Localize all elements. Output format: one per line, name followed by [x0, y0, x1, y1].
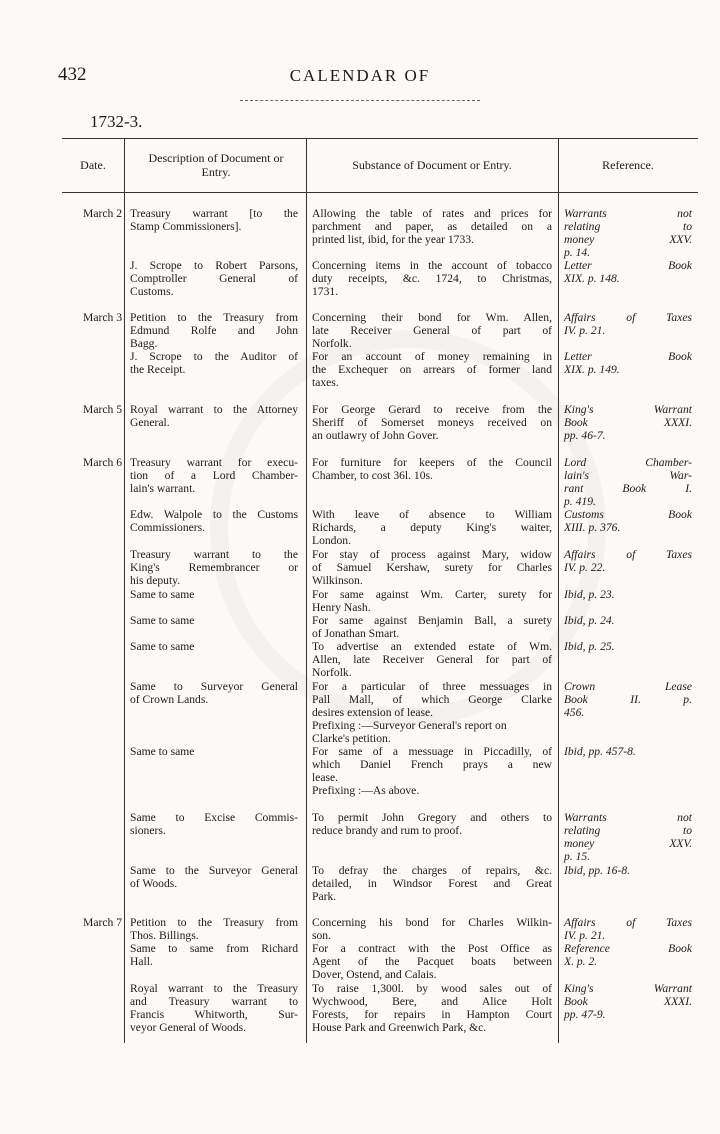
entry-substance-line: Allowing the table of rates and prices for	[312, 207, 552, 220]
entry-description-line: the Receipt.	[130, 363, 186, 376]
entry-substance-line: duty receipts, &c. 1724, to Christmas,	[312, 272, 552, 285]
entry-description-line: Stamp Commissioners].	[130, 220, 242, 233]
entry-reference-line: Lord Chamber-	[564, 456, 692, 469]
entry-description-line: Same to the Surveyor General	[130, 864, 298, 877]
entry-reference-line: X. p. 2.	[564, 955, 598, 968]
entry-reference	[564, 982, 692, 1021]
entry-substance-line: To defray the charges of repairs, &c.	[312, 864, 552, 877]
entry-reference-line: pp. 47-9.	[564, 1008, 606, 1021]
entry-reference-line: Book XXXI.	[564, 995, 692, 1008]
entry-substance	[312, 942, 552, 981]
entry-substance-line: For same against Wm. Carter, surety for	[312, 588, 552, 601]
ornament-rule	[240, 100, 480, 101]
entry-description	[130, 403, 298, 429]
entry-substance-line: son.	[312, 929, 332, 942]
entry-date: March 6	[83, 456, 122, 469]
entry-description-line: Treasury warrant for execu-	[130, 456, 298, 469]
entry-reference-line: IV. p. 21.	[564, 929, 606, 942]
entry-description-line: and Treasury warrant to	[130, 995, 298, 1008]
entry-substance-line: Concerning his bond for Charles Wilkin-	[312, 916, 552, 929]
entry-reference-line: Ibid, pp. 457-8.	[564, 745, 636, 758]
entry-substance-line: For an account of money remaining in	[312, 350, 552, 363]
entry-description-line: Customs.	[130, 285, 174, 298]
entry-description	[130, 207, 298, 233]
entry-description-line: Thos. Billings.	[130, 929, 199, 942]
entry-description-line: J. Scrope to Robert Parsons,	[130, 259, 298, 272]
entry-reference	[564, 614, 692, 627]
entry-description	[130, 916, 298, 942]
entry-reference-line: p. 14.	[564, 246, 591, 259]
entry-substance-line: 1731.	[312, 285, 339, 298]
entry-reference	[564, 456, 692, 508]
entry-description-line: Edw. Walpole to the Customs	[130, 508, 298, 521]
entry-reference-line: money XXV.	[564, 233, 692, 246]
entry-description	[130, 864, 298, 890]
entry-description-line: King's Remembrancer or	[130, 561, 298, 574]
entry-substance-line: Clarke's petition.	[312, 732, 391, 745]
entry-reference-line: Ibid, pp. 16-8.	[564, 864, 631, 877]
table-header-rule	[62, 192, 698, 193]
entry-substance-line: lease.	[312, 771, 339, 784]
entry-reference	[564, 864, 692, 877]
entry-reference-line: p. 15.	[564, 850, 591, 863]
entry-substance-line: Agent of the Pacquet boats between	[312, 955, 552, 968]
entry-reference-line: Warrants not	[564, 811, 692, 824]
entry-substance	[312, 864, 552, 903]
entry-reference	[564, 508, 692, 534]
column-header-description: Description of Document or Entry.	[148, 151, 284, 179]
entry-description-line: Same to same from Richard	[130, 942, 298, 955]
entry-reference-line: IV. p. 21.	[564, 324, 606, 337]
entry-substance-line: To raise 1,300l. by wood sales out of	[312, 982, 552, 995]
entry-substance-line: With leave of absence to William	[312, 508, 552, 521]
entry-reference	[564, 811, 692, 863]
entry-reference-line: Letter Book	[564, 259, 692, 272]
entry-reference	[564, 640, 692, 653]
entry-substance-line: Park.	[312, 890, 337, 903]
entry-substance-line: London.	[312, 534, 351, 547]
entry-substance	[312, 916, 552, 942]
entry-description-line: Same to same	[130, 745, 195, 758]
entry-substance-line: Allen, late Receiver General for part of	[312, 653, 552, 666]
entry-substance-line: Sheriff of Somerset moneys received on	[312, 416, 552, 429]
entry-reference-line: rant Book I.	[564, 482, 692, 495]
entry-reference	[564, 588, 692, 601]
entry-date: March 7	[83, 916, 122, 929]
entry-description	[130, 811, 298, 837]
entry-description-line: Commissioners.	[130, 521, 206, 534]
entry-substance	[312, 680, 552, 745]
entry-reference-line: relating to	[564, 824, 692, 837]
entry-description-line: veyor General of Woods.	[130, 1021, 247, 1034]
entry-substance	[312, 207, 552, 246]
entry-description	[130, 942, 298, 968]
entry-substance-line: Wychwood, Bere, and Alice Holt	[312, 995, 552, 1008]
entry-description-line: Francis Whitworth, Sur-	[130, 1008, 298, 1021]
entry-description-line: Same to Surveyor General	[130, 680, 298, 693]
entry-reference	[564, 207, 692, 259]
entry-substance	[312, 403, 552, 442]
entry-reference-line: Book XXXI.	[564, 416, 692, 429]
entry-substance-line: the Exchequer on arrears of former land	[312, 363, 552, 376]
entry-substance	[312, 350, 552, 389]
entry-description-line: Treasury warrant to the	[130, 548, 298, 561]
entry-description	[130, 745, 298, 758]
entry-reference	[564, 403, 692, 442]
entry-substance-line: Norfolk.	[312, 666, 352, 679]
entry-description	[130, 588, 298, 601]
entry-reference	[564, 745, 692, 758]
entry-reference-line: King's Warrant	[564, 403, 692, 416]
entry-reference	[564, 680, 692, 719]
column-divider	[124, 138, 125, 1043]
entry-substance-line: To advertise an extended estate of Wm.	[312, 640, 552, 653]
entry-substance-line: of Samuel Kershaw, surety for Charles	[312, 561, 552, 574]
entry-reference-line: Reference Book	[564, 942, 692, 955]
entry-substance-line: For a contract with the Post Office as	[312, 942, 552, 955]
entry-reference-line: Customs Book	[564, 508, 692, 521]
entry-description-line: Same to same	[130, 614, 195, 627]
entry-substance-line: of Jonathan Smart.	[312, 627, 400, 640]
entry-reference-line: IV. p. 22.	[564, 561, 606, 574]
entry-substance-line: For same against Benjamin Ball, a surety	[312, 614, 552, 627]
entry-substance	[312, 640, 552, 679]
entry-substance-line: Concerning items in the account of tobacco	[312, 259, 552, 272]
column-divider	[306, 138, 307, 1043]
entry-substance	[312, 614, 552, 640]
entry-substance-line: Chamber, to cost 36l. 10s.	[312, 469, 433, 482]
entry-reference-line: lain's War-	[564, 469, 692, 482]
entry-description-line: Hall.	[130, 955, 153, 968]
entry-substance-line: Henry Nash.	[312, 601, 371, 614]
entry-date: March 3	[83, 311, 122, 324]
entry-description-line: Treasury warrant [to the	[130, 207, 298, 220]
entry-reference	[564, 350, 692, 376]
entry-substance	[312, 456, 552, 482]
entry-substance	[312, 508, 552, 547]
entry-substance	[312, 982, 552, 1034]
entry-description	[130, 680, 298, 706]
entry-reference-line: Book II. p.	[564, 693, 692, 706]
entry-reference-line: XIX. p. 149.	[564, 363, 620, 376]
entry-description	[130, 614, 298, 627]
entry-reference-line: Ibid, p. 24.	[564, 614, 615, 627]
entry-reference	[564, 548, 692, 574]
entry-description-line: General.	[130, 416, 170, 429]
entry-description	[130, 350, 298, 376]
entry-description-line: Royal warrant to the Treasury	[130, 982, 298, 995]
entry-description-line: Petition to the Treasury from	[130, 311, 298, 324]
entry-substance-line: Forests, for repairs in Hampton Court	[312, 1008, 552, 1021]
entry-reference-line: Crown Lease	[564, 680, 692, 693]
entry-description-line: Comptroller General of	[130, 272, 298, 285]
page-number: 432	[58, 64, 87, 85]
entry-description-line: Same to same	[130, 588, 195, 601]
entry-reference	[564, 259, 692, 285]
entry-reference-line: Letter Book	[564, 350, 692, 363]
entry-description-line: sioners.	[130, 824, 166, 837]
entry-reference	[564, 311, 692, 337]
entry-reference-line: pp. 46-7.	[564, 429, 606, 442]
column-header-date: Date.	[80, 158, 106, 172]
entry-reference-line: money XXV.	[564, 837, 692, 850]
entry-substance-line: To permit John Gregory and others to	[312, 811, 552, 824]
entry-reference-line: King's Warrant	[564, 982, 692, 995]
entry-description	[130, 456, 298, 495]
entry-description-line: his deputy.	[130, 574, 181, 587]
entry-substance-line: an outlawry of John Gover.	[312, 429, 439, 442]
entry-substance-line: For furniture for keepers of the Council	[312, 456, 552, 469]
entry-substance-line: Norfolk.	[312, 337, 352, 350]
entry-description-line: lain's warrant.	[130, 482, 196, 495]
entry-description-line: Same to Excise Commis-	[130, 811, 298, 824]
entry-reference-line: p. 419.	[564, 495, 596, 508]
entry-reference-line: Ibid, p. 25.	[564, 640, 615, 653]
entry-substance-line: Prefixing :—Surveyor General's report on	[312, 719, 507, 732]
entry-date: March 5	[83, 403, 122, 416]
entry-reference-line: Warrants not	[564, 207, 692, 220]
entry-description	[130, 311, 298, 350]
entry-substance-line: desires extension of lease.	[312, 706, 434, 719]
entry-reference-line: Affairs of Taxes	[564, 548, 692, 561]
entry-substance-line: For same of a messuage in Piccadilly, of	[312, 745, 552, 758]
entry-substance	[312, 548, 552, 587]
entry-substance-line: Wilkinson.	[312, 574, 363, 587]
year-heading: 1732-3.	[90, 112, 143, 131]
entry-date: March 2	[83, 207, 122, 220]
entry-substance-line: For a particular of three messuages in	[312, 680, 552, 693]
entry-description-line: J. Scrope to the Auditor of	[130, 350, 298, 363]
entry-substance	[312, 259, 552, 298]
entry-description	[130, 259, 298, 298]
entry-substance-line: detailed, in Windsor Forest and Great	[312, 877, 552, 890]
entry-reference-line: XIII. p. 376.	[564, 521, 621, 534]
entry-substance-line: taxes.	[312, 376, 339, 389]
entry-substance	[312, 811, 552, 837]
entry-substance-line: House Park and Greenwich Park, &c.	[312, 1021, 487, 1034]
entry-substance-line: Prefixing :—As above.	[312, 784, 420, 797]
entry-substance-line: parchment and paper, as detailed on a	[312, 220, 552, 233]
entry-description	[130, 548, 298, 587]
column-divider	[558, 138, 559, 1043]
entry-description	[130, 508, 298, 534]
entry-reference-line: Affairs of Taxes	[564, 916, 692, 929]
entry-reference	[564, 916, 692, 942]
entry-description-line: Royal warrant to the Attorney	[130, 403, 298, 416]
entry-description-line: of Crown Lands.	[130, 693, 209, 706]
entry-substance	[312, 311, 552, 350]
entry-substance-line: Pall Mall, of which George Clarke	[312, 693, 552, 706]
column-header-substance: Substance of Document or Entry.	[352, 158, 512, 172]
entry-substance-line: For George Gerard to receive from the	[312, 403, 552, 416]
entry-description-line: tion of a Lord Chamber-	[130, 469, 298, 482]
entry-substance-line: Concerning their bond for Wm. Allen,	[312, 311, 552, 324]
entry-description-line: Same to same	[130, 640, 195, 653]
entry-substance-line: For stay of process against Mary, widow	[312, 548, 552, 561]
column-header-reference: Reference.	[602, 158, 654, 172]
entry-reference-line: Affairs of Taxes	[564, 311, 692, 324]
entry-substance-line: late Receiver General of part of	[312, 324, 552, 337]
entry-description-line: Bagg.	[130, 337, 158, 350]
entry-substance-line: Dover, Ostend, and Calais.	[312, 968, 437, 981]
entry-reference-line: XIX. p. 148.	[564, 272, 620, 285]
entry-reference-line: 456.	[564, 706, 585, 719]
entry-description	[130, 640, 298, 653]
entry-substance-line: printed list, ibid, for the year 1733.	[312, 233, 474, 246]
entry-description-line: Petition to the Treasury from	[130, 916, 298, 929]
entry-reference-line: Ibid, p. 23.	[564, 588, 615, 601]
entry-description-line: of Woods.	[130, 877, 178, 890]
entry-substance-line: Richards, a deputy King's waiter,	[312, 521, 552, 534]
running-head: CALENDAR OF	[289, 66, 431, 85]
entry-description-line: Edmund Rolfe and John	[130, 324, 298, 337]
entry-substance	[312, 745, 552, 797]
entry-reference-line: relating to	[564, 220, 692, 233]
entry-substance-line: reduce brandy and rum to proof.	[312, 824, 463, 837]
entry-reference	[564, 942, 692, 968]
entry-substance-line: which Daniel French prays a new	[312, 758, 552, 771]
entry-substance	[312, 588, 552, 614]
entry-description	[130, 982, 298, 1034]
